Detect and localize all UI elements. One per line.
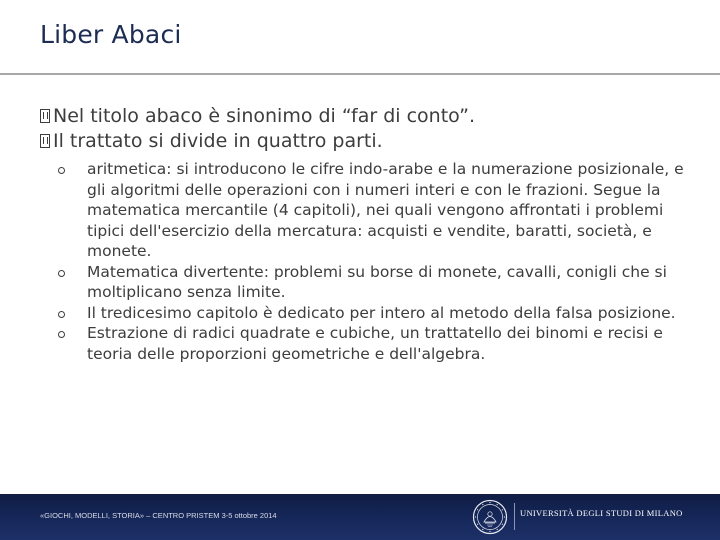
sub-bullet-point	[58, 159, 690, 262]
footer-divider	[514, 503, 515, 530]
sub-bullet-point	[58, 262, 690, 303]
slide-body	[40, 104, 690, 364]
ring-bullet-icon	[58, 167, 65, 174]
ring-bullet-icon	[58, 311, 65, 318]
bullet-point	[40, 104, 690, 129]
sub-bullet-list	[40, 159, 690, 364]
title-divider	[0, 73, 720, 75]
bullet-text: Nel titolo abaco è sinonimo di “far di conto”.	[53, 105, 475, 127]
sub-bullet-text: Matematica divertente: problemi su borse di monete, cavalli, conigli che si moltiplicano senza limite.	[87, 262, 667, 301]
box-glyph-icon	[40, 109, 50, 123]
sub-bullet-text: Il tredicesimo capitolo è dedicato per intero al metodo della falsa posizione.	[87, 303, 676, 322]
sub-bullet-text: Estrazione di radici quadrate e cubiche, un trattatello dei binomi e recisi e teoria delle proporzioni geometriche e dell'algebra.	[87, 324, 663, 363]
ring-bullet-icon	[58, 270, 65, 277]
university-name: UNIVERSITÀ DEGLI STUDI DI MILANO	[520, 508, 683, 518]
bullet-text: Il trattato si divide in quattro parti.	[53, 130, 383, 152]
footer-bar	[0, 494, 720, 540]
sub-bullet-point	[58, 323, 690, 364]
sub-bullet-point	[58, 303, 690, 324]
slide-title: Liber Abaci	[40, 20, 182, 49]
footer-caption: «GIOCHI, MODELLI, STORIA» – CENTRO PRISTEM 3-5 ottobre 2014	[40, 511, 277, 520]
ring-bullet-icon	[58, 331, 65, 338]
university-seal-icon	[472, 499, 508, 535]
sub-bullet-text: aritmetica: si introducono le cifre indo-arabe e la numerazione posizionale, e gli algoritmi delle operazioni con i numeri interi e con le frazioni. Segue la matematica mercantile (4 capitoli), nei quali vengono affrontati i problemi tipici dell'esercizio della mercatura: acquisti e vendite, baratti, società, e monete.	[87, 160, 684, 260]
bullet-point	[40, 129, 690, 154]
box-glyph-icon	[40, 134, 50, 148]
